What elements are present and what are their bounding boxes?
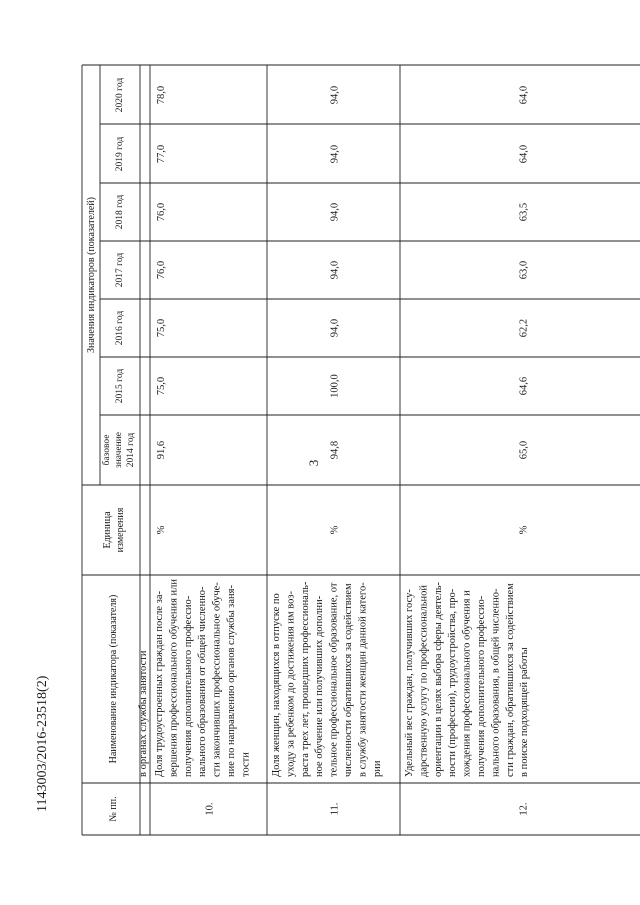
year-value-cell: 64,0 xyxy=(518,144,530,164)
indicator-name-line: сти закончивших профессиональное обуче- xyxy=(211,582,223,777)
year-value-cell: 94,0 xyxy=(329,85,341,105)
continuation-text: в органах службы занятости xyxy=(138,650,149,777)
header-unit-line-2: измерения xyxy=(115,507,126,553)
year-value-cell: 64,0 xyxy=(518,85,530,105)
indicator-name-line: ное обучение или получивших дополни- xyxy=(314,595,326,777)
year-value-cell: 63,5 xyxy=(518,202,530,222)
year-value-cell: 94,0 xyxy=(329,318,341,338)
indicator-name-line: рии xyxy=(371,760,383,777)
year-value-cell: 64,6 xyxy=(518,376,530,396)
year-value-cell: 75,0 xyxy=(156,318,167,338)
indicator-name-line: хождения профессионального обучения и xyxy=(461,590,473,777)
indicator-name-line: тости xyxy=(240,752,252,777)
indicator-name-line: раста трех лет, прошедших профессиональ- xyxy=(299,581,311,777)
indicator-name-line: тельное профессиональное образование, от xyxy=(328,582,340,777)
rotated-table-sheet xyxy=(82,65,640,835)
year-value-cell: 100,0 xyxy=(329,374,341,398)
indicator-name-line: ние по направлению органов службы заня- xyxy=(226,585,237,777)
indicator-name-line: в службу занятости женщин данной катего- xyxy=(357,582,369,777)
header-name: Наименование индикатора (показателя) xyxy=(108,594,119,764)
base-value-cell: 65,0 xyxy=(518,440,530,460)
unit-cell: % xyxy=(329,525,341,535)
indicator-name-line: Удельный вес граждан, получивших госу- xyxy=(404,589,415,777)
year-value-cell: 63,0 xyxy=(518,260,530,280)
header-year-2018: 2018 год xyxy=(115,194,125,230)
row-number: 10. xyxy=(204,802,216,816)
row-number: 11. xyxy=(329,802,341,816)
year-value-cell: 76,0 xyxy=(156,260,167,280)
indicator-name-line: Доля трудоустроенных граждан после за- xyxy=(154,590,165,777)
table-body xyxy=(154,86,640,816)
header-year-2019: 2019 год xyxy=(115,136,125,172)
indicator-name-line: получения дополнительного профессио- xyxy=(182,595,194,777)
indicator-name-line: дарственную услугу по профессиональной xyxy=(418,584,430,777)
year-value-cell: 94,0 xyxy=(329,202,341,222)
header-base-line-1: базовое xyxy=(102,434,112,466)
header-year-2017: 2017 год xyxy=(115,252,125,288)
indicator-name-line: нального образования, в общей численно- xyxy=(490,588,502,777)
row-number: 12. xyxy=(518,802,530,816)
base-value-cell: 91,6 xyxy=(156,440,167,460)
indicator-name-line: ности (профессии), трудоустройства, про- xyxy=(447,588,459,777)
indicator-name-line: получения дополнительного профессио- xyxy=(476,595,487,777)
document-code: 1143003/2016-23518(2) xyxy=(35,675,50,812)
page-number: 3 xyxy=(306,459,321,467)
year-value-cell: 94,0 xyxy=(329,144,341,164)
header-year-2020: 2020 год xyxy=(115,77,125,113)
unit-cell: % xyxy=(518,525,530,535)
indicator-name-line: уходу за ребенком до достижения им воз- xyxy=(285,590,297,777)
indicator-name-line: нального образования от общей численно- xyxy=(197,586,209,777)
indicator-name-line: в поиске подходящей работы xyxy=(519,647,531,777)
unit-cell: % xyxy=(156,525,167,535)
year-value-cell: 62,2 xyxy=(518,318,530,338)
header-unit-line-1: Единица xyxy=(102,511,113,549)
indicator-name-line: вершения профессионального обучения или xyxy=(168,578,180,777)
header-values-group: Значения индикаторов (показателей) xyxy=(86,196,97,354)
indicator-name-line: сти граждан, обратившихся за содействием xyxy=(504,583,516,777)
year-value-cell: 77,0 xyxy=(156,144,167,164)
indicator-name-line: Доля женщин, находящихся в отпуске по xyxy=(271,593,282,777)
year-value-cell: 75,0 xyxy=(156,376,167,396)
base-value-cell: 94,8 xyxy=(329,440,341,460)
indicator-name-line: ориентации в целях выбора сферы деятель- xyxy=(432,582,444,777)
year-value-cell: 94,0 xyxy=(329,260,341,280)
header-year-2016: 2016 год xyxy=(115,310,125,346)
header-year-2015: 2015 год xyxy=(115,368,125,404)
header-base-line-2: значение xyxy=(114,431,124,469)
year-value-cell: 78,0 xyxy=(156,85,167,105)
indicator-name-line: численности обратившихся за содействием xyxy=(343,583,354,777)
header-number: № пп. xyxy=(108,796,119,822)
year-value-cell: 76,0 xyxy=(156,202,167,222)
header-base-line-3: 2014 год xyxy=(126,432,136,468)
